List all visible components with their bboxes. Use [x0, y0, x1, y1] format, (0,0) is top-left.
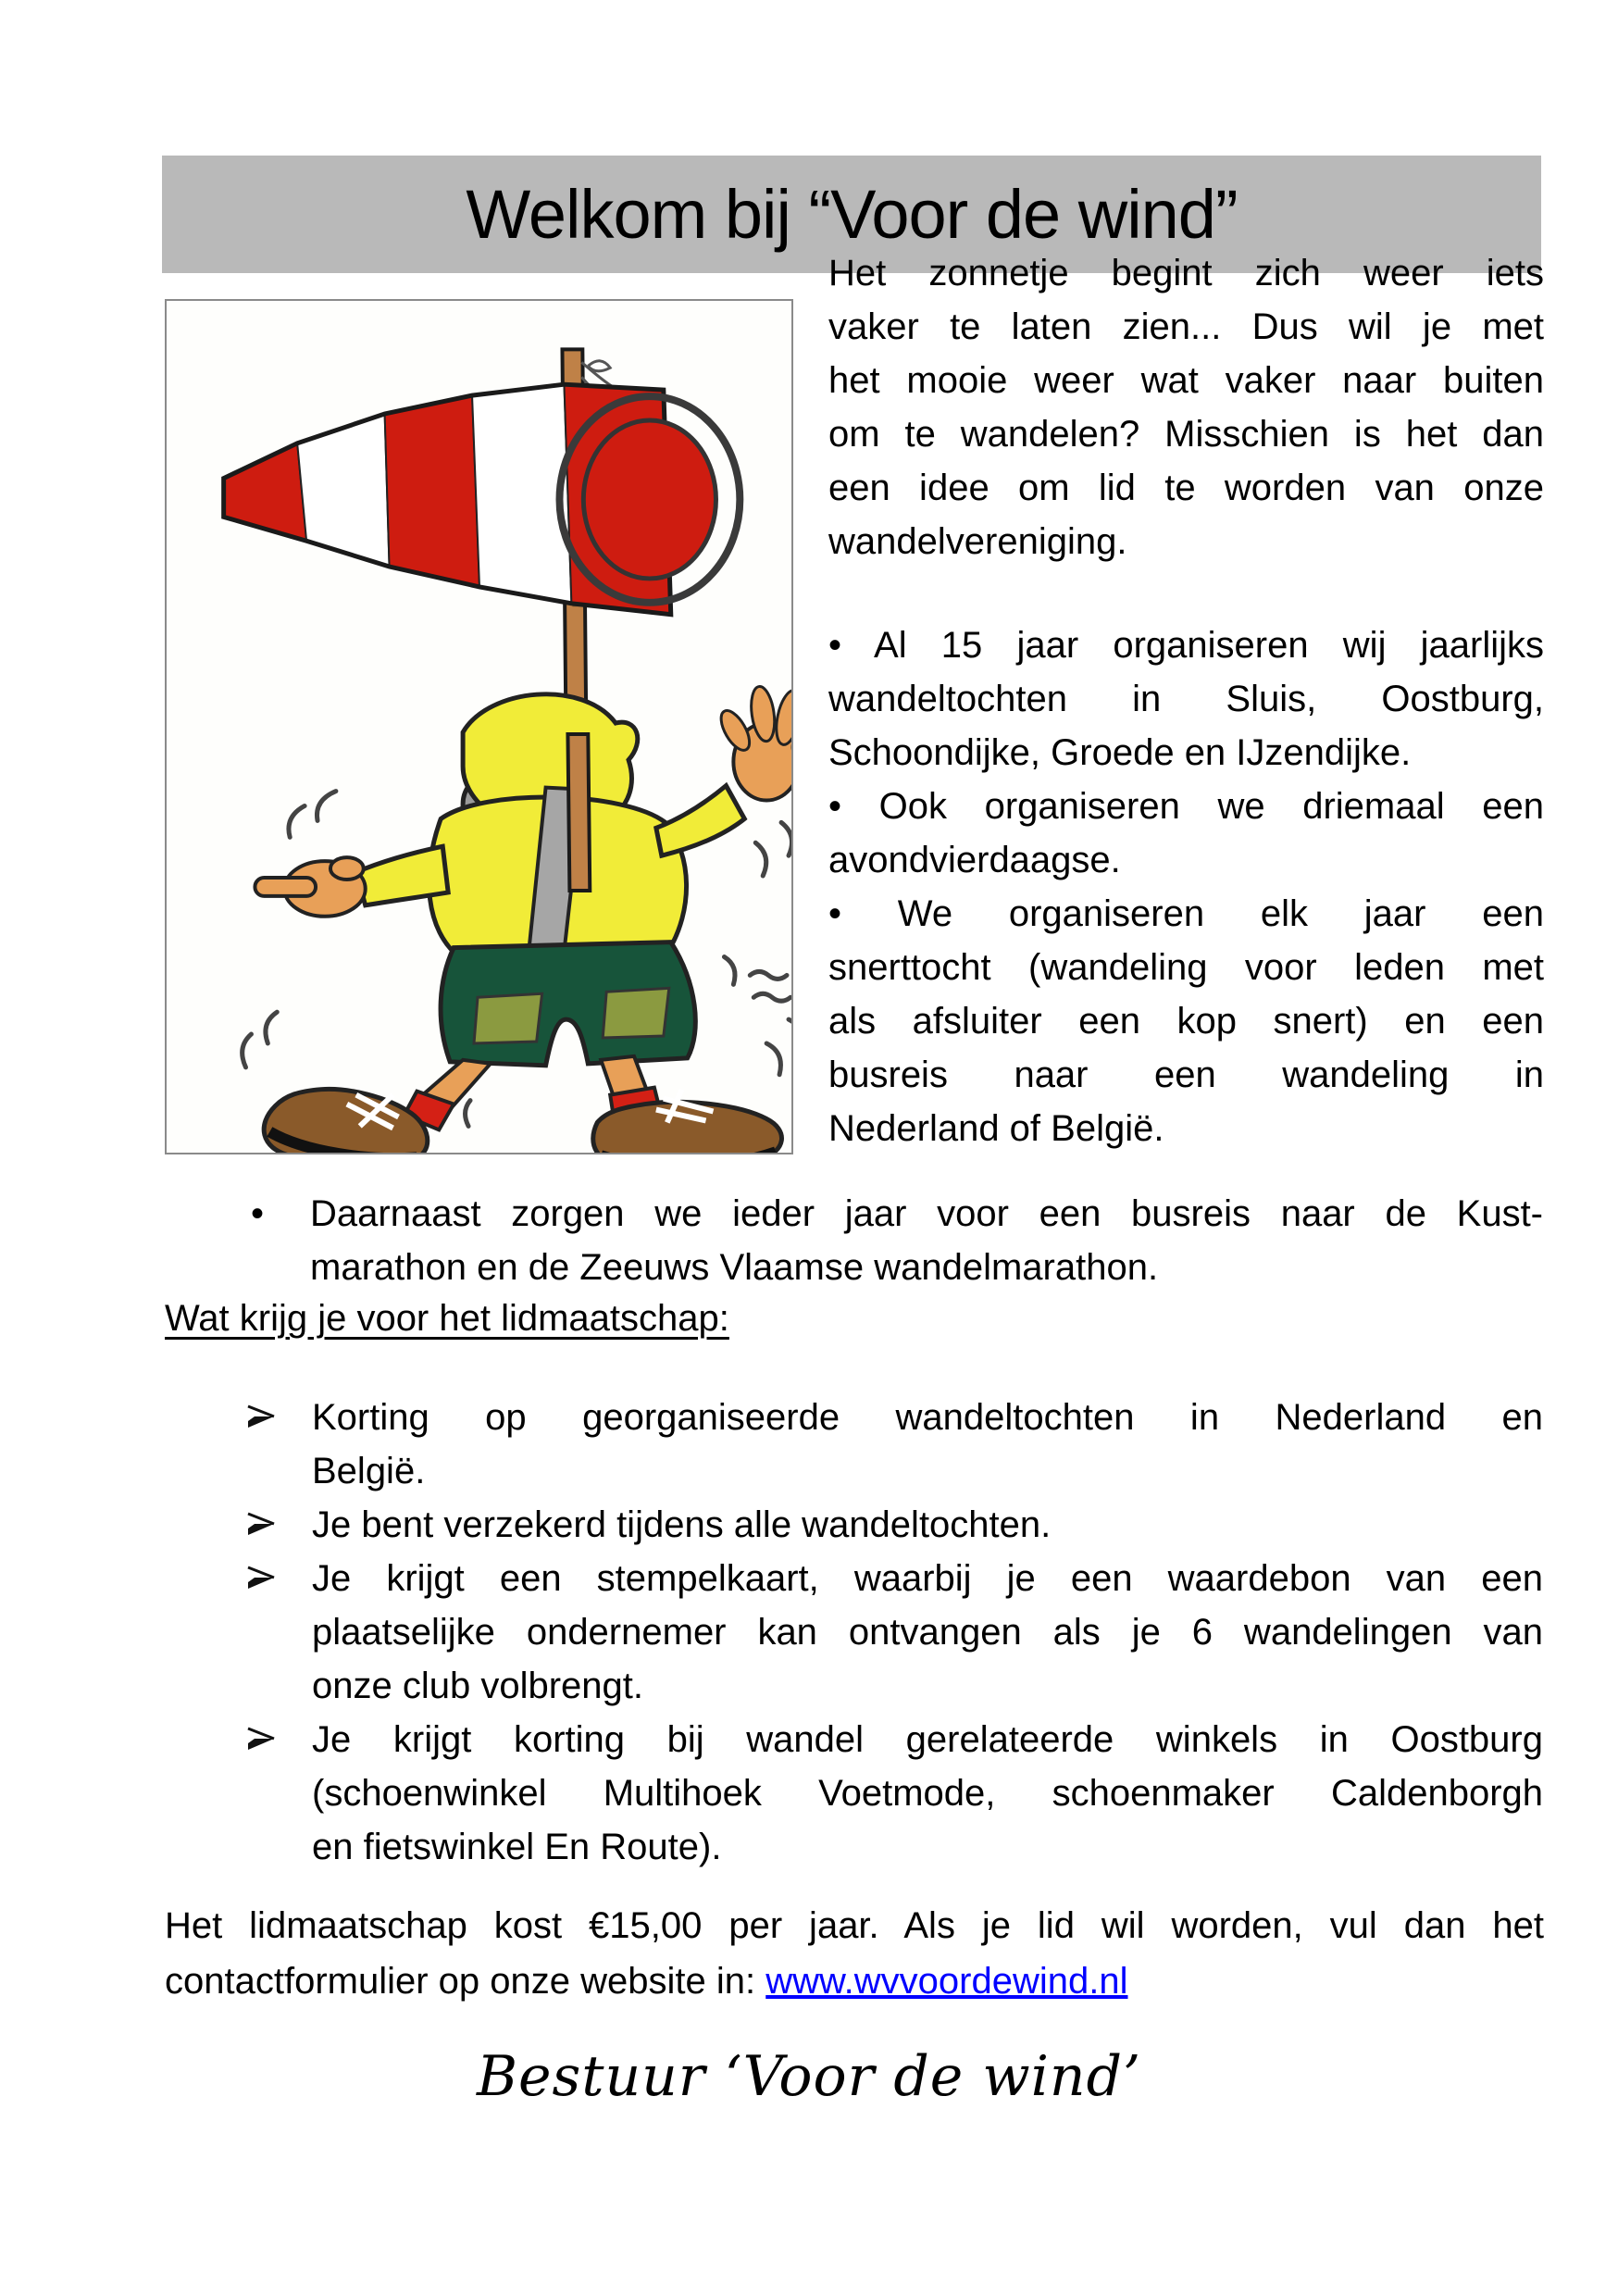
windsock-hiker-cartoon [167, 301, 791, 1153]
arrow-bullet-icon [245, 1725, 279, 1753]
arrow-list-item: Je bent verzekerd tijdens alle wandeltochten. [245, 1498, 1543, 1552]
arrow-bullet-icon [245, 1564, 279, 1591]
pole-front-segment [567, 734, 590, 891]
closing-paragraph: Het lidmaatschap kost €15,00 per jaar. Als je lid wil worden, vul dan het contactformulier op onze website in: www.wvvoordewind.nl [165, 1905, 1544, 2002]
hiker-figure [255, 685, 791, 1153]
signature: Bestuur ‘Voor de wind’ [476, 2044, 1142, 2109]
bullet-dot: • [828, 786, 842, 827]
arrow-bullet-icon [245, 1403, 279, 1430]
bullet-item: • Ook organiseren we driemaal een avondvierdaagse. [828, 786, 1544, 880]
page-title: Welkom bij “Voor de wind” [466, 176, 1238, 253]
bullet-item: • Al 15 jaar organiseren wij jaarlijks wandeltochten in Sluis, Oostburg, Schoondijke, Groede en IJzendijke. [828, 625, 1545, 773]
arrow-list-item: Korting op georganiseerde wandeltochten in Nederland en België. [245, 1391, 1543, 1498]
membership-list [245, 1391, 1543, 1874]
arrow-list-item: Je krijgt korting bij wandel gerelateerde winkels in Oostburg (schoenwinkel Multihoek Voetmode, schoenmaker Caldenborgh en fietswinkel En Route). [245, 1713, 1543, 1874]
bullet-dot: • [828, 893, 842, 934]
intro-column [828, 246, 1544, 1155]
right-boot [593, 1102, 782, 1153]
bullet-dot: • [251, 1193, 265, 1234]
membership-heading: Wat krijg je voor het lidmaatschap: [165, 1298, 729, 1339]
windsock-ring [559, 396, 740, 603]
website-link[interactable]: www.wvvoordewind.nl [765, 1961, 1128, 2002]
intro-paragraph: Het zonnetje begint zich weer iets vaker te laten zien... Dus wil je met het mooie weer wat vaker naar buiten om te wandelen? Misschien is het dan een idee om lid te worden van onze wandelvereniging. [828, 253, 1544, 562]
bullet-item: • We organiseren elk jaar een snerttocht (wandeling voor leden met als afsluiter een kop snert) en een busreis naar een wandeling in Nederland of België. [828, 893, 1544, 1149]
illustration-frame [165, 299, 793, 1154]
bullet-item-wide: • Daarnaast zorgen we ieder jaar voor een busreis naar de Kust- marathon en de Zeeuws Vlaamse wandelmarathon. [245, 1187, 1543, 1294]
arrow-bullet-icon [245, 1510, 279, 1538]
arrow-list-item: Je krijgt een stempelkaart, waarbij je een waardebon van een plaatselijke ondernemer kan ontvangen als je 6 wandelingen van onze club volbrengt. [245, 1552, 1543, 1713]
bullet-dot: • [828, 625, 842, 666]
